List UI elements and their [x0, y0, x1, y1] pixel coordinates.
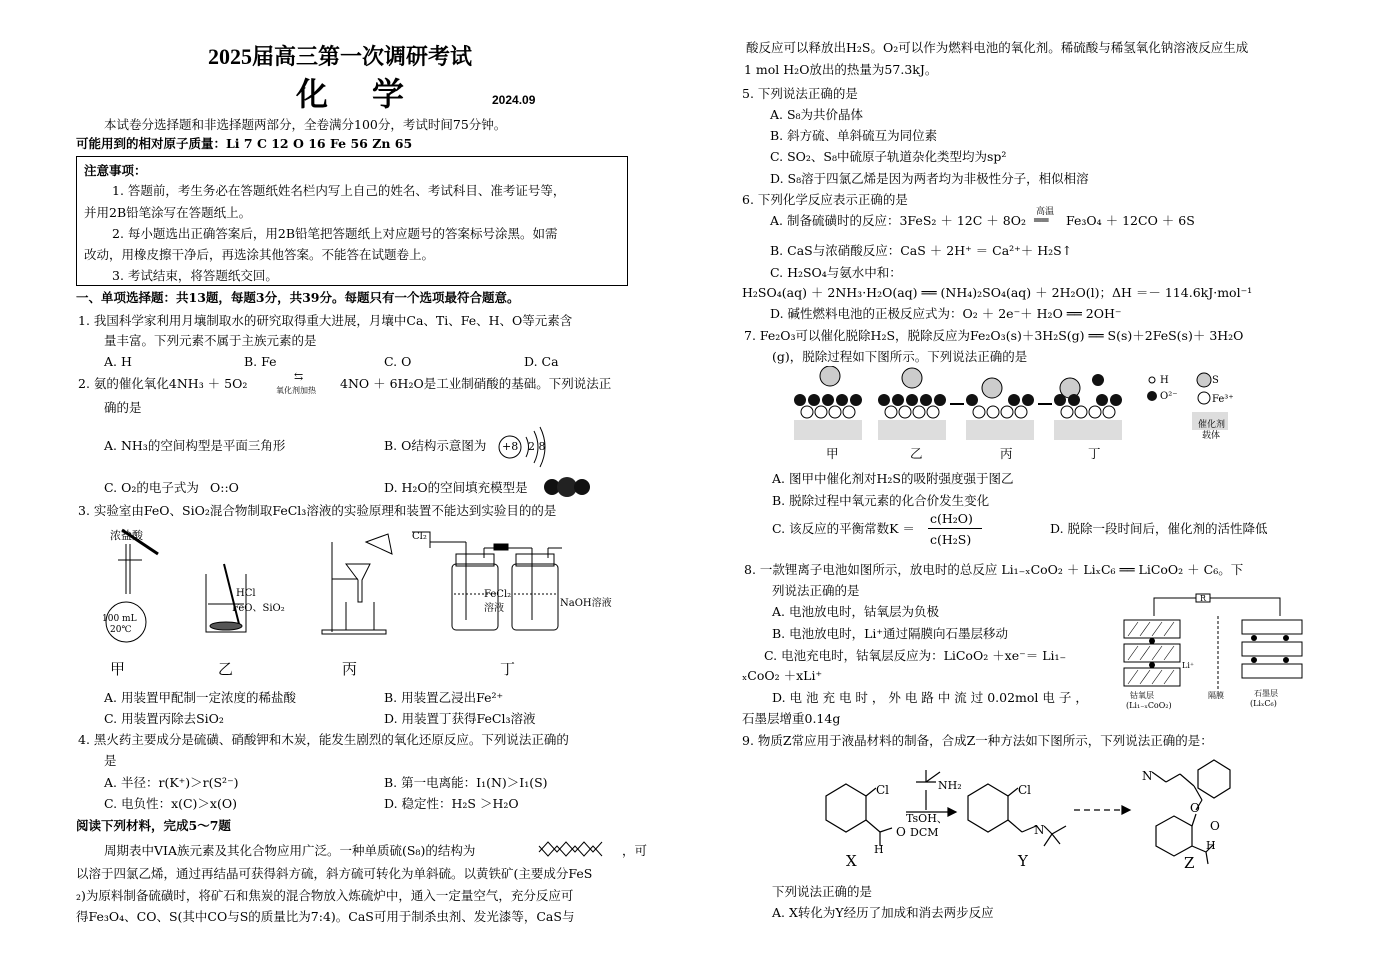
q8-label-cobalt-formula: (Li₁₋ₓCoO₂) [1126, 701, 1172, 710]
q9-atom-h-z: H [1206, 839, 1216, 852]
q9-atom-n-z: N [1142, 769, 1153, 783]
q9-option-a: A. X转化为Y经历了加成和消去两步反应 [772, 905, 994, 920]
q6-option-a-products: Fe₃O₄ ＋ 12CO ＋ 6S [1066, 213, 1195, 228]
q8-option-a: A. 电池放电时，钴氧层为负极 [772, 604, 939, 619]
q7-panel-bing [966, 378, 1034, 440]
q9-label-z: Z [1184, 854, 1195, 872]
q7-stem-a: 7. Fe₂O₃可以催化脱除H₂S，脱除反应为Fe₂O₃(s)＋3H₂S(g) ══ S(s)＋2FeS(s)＋ 3H₂O [744, 328, 1244, 343]
q8-stem-a: 8. 一款锂离子电池如图所示，放电时的总反应 Li₁₋ₓCoO₂ ＋ LiₓC₆ ══ LiCoO₂ ＋ C₆。下 [744, 562, 1244, 577]
q9-atom-o-z-ether: O [1190, 801, 1200, 815]
q2-arrow: ⇆ [294, 370, 304, 383]
q4-stem-a: 4. 黑火药主要成分是硫磺、硝酸钾和木炭，能发生剧烈的氧化还原反应。下列说法正确的 [78, 732, 569, 747]
s8-ring-structure [536, 838, 606, 864]
q8-battery-figure [1116, 590, 1312, 704]
q9-stem-b: 下列说法正确的是 [772, 884, 873, 899]
q3-option-c: C. 用装置丙除去SiO₂ [104, 711, 224, 726]
q5-option-a: A. S₈为共价晶体 [770, 107, 864, 122]
q6-option-d: D. 碱性燃料电池的正极反应式为：O₂ ＋ 2e⁻＋ H₂O ══ 2OH⁻ [770, 306, 1122, 321]
q2-stem-b: 4NO ＋ 6H₂O是工业制硝酸的基础。下列说法正 [340, 376, 612, 391]
exam-date: 2024.09 [492, 93, 536, 107]
q9-atom-cl-y: Cl [1018, 783, 1032, 797]
q7-fraction-bar [928, 528, 982, 529]
reading-line-6: 1 mol H₂O放出的热量为57.3kJ。 [744, 62, 938, 77]
q6-option-b: B. CaS与浓硝酸反应：CaS ＋ 2H⁺ ＝ Ca²⁺＋ H₂S↑ [770, 243, 1073, 258]
q7-option-c: C. 该反应的平衡常数K ＝ [772, 521, 915, 536]
q5-option-c: C. SO₂、S₈中硫原子轨道杂化类型均为sp² [770, 149, 1007, 164]
q4-stem-b: 是 [104, 753, 117, 768]
q2-condition: 氧化剂加热 [276, 386, 316, 395]
q7-legend-catalyst: 催化剂 [1198, 420, 1226, 430]
o2-electron-formula: O::O [210, 480, 239, 495]
reading-line-5: 酸反应可以释放出H₂S。O₂可以作为燃料电池的氧化剂。稀硫酸与稀氢氧化钠溶液反应生成 [746, 40, 1249, 55]
water-space-filling-model [542, 476, 592, 498]
q3-option-b: B. 用装置乙浸出Fe²⁺ [384, 690, 504, 705]
q9-atom-cl-x: Cl [876, 783, 890, 797]
q9-stem: 9. 物质Z常应用于液晶材料的制备，合成Z一种方法如下图所示，下列说法正确的是： [742, 733, 1213, 748]
q7-name-bing: 丙 [1000, 446, 1013, 461]
q7-legend-carrier: 载体 [1202, 431, 1221, 441]
q1-option-d: D. Ca [524, 354, 559, 369]
q7-legend-fe: Fe³⁺ [1212, 394, 1234, 405]
reading-line-1b: ，可 [622, 843, 648, 858]
q2-option-d: D. H₂O的空间填充模型是 [384, 480, 528, 495]
q9-atom-o-z: O [1210, 819, 1220, 833]
q6-option-c: C. H₂SO₄与氨水中和： [770, 265, 902, 280]
q2-option-c: C. O₂的电子式为 [104, 480, 199, 495]
q3-label-temp: 20℃ [110, 625, 132, 635]
q7-k-numerator: c(H₂O) [930, 511, 973, 526]
notice-title: 注意事项： [84, 163, 147, 178]
q8-label-graphite-formula: (LiₓC₆) [1250, 699, 1277, 708]
q9-reagent-tsoh: TsOH、 [906, 812, 948, 825]
q4-option-d: D. 稳定性：H₂S ＞H₂O [384, 796, 519, 811]
q7-name-yi: 乙 [910, 446, 923, 461]
q8-label-cobalt: 钴氧层 [1130, 691, 1154, 700]
q6-condition: 高温 [1036, 207, 1055, 217]
q7-option-d: D. 脱除一段时间后，催化剂的活性降低 [1050, 521, 1268, 536]
q3-label-fecl2: FeCl₂ [484, 589, 512, 600]
q4-option-a: A. 半径：r(K⁺)＞r(S²⁻) [104, 775, 239, 790]
reading-line-3: ₂)为原料制备硫磺时，将矿石和焦炭的混合物放入炼硫炉中，通入一定量空气，充分反应可 [76, 888, 574, 903]
q6-equals-sign: ══ [1034, 213, 1049, 227]
section-1-heading: 一、单项选择题：共13题，每题3分，共39分。每题只有一个选项最符合题意。 [76, 290, 520, 305]
q8-option-c-line2: ₓCoO₂ ＋xLi⁺ [742, 668, 823, 683]
q8-label-li: Li⁺ [1182, 661, 1195, 670]
atomic-masses: 可能用到的相对原子质量：Li 7 C 12 O 16 Fe 56 Zn 65 [76, 136, 413, 151]
q3-option-d: D. 用装置丁获得FeCl₃溶液 [384, 711, 536, 726]
q8-option-d-line1: D. 电 池 充 电 时 ， 外 电 路 中 流 过 0.02mol 电 子 ， [772, 690, 1088, 705]
q5-option-d: D. S₈溶于四氯乙烯是因为两者均为非极性分子，相似相溶 [770, 171, 1089, 186]
q1-option-b: B. Fe [244, 354, 277, 369]
notice-box [76, 156, 628, 286]
oxygen-shell-label: 2 8 [528, 440, 546, 453]
q3-label-feo-sio2: FeO、SiO₂ [232, 603, 285, 614]
q7-k-denominator: c(H₂S) [930, 532, 972, 547]
notice-item-2a: 2. 每小题选出正确答案后，用2B铅笔把答题纸上对应题号的答案标号涂黑。如需 [112, 226, 558, 241]
q9-atom-nh2: NH₂ [938, 779, 962, 792]
reading-line-4: 得Fe₃O₄、CO、S(其中CO与S的质量比为7:4)。CaS可用于制杀虫剂、发光漆等，CaS与 [76, 909, 575, 924]
q9-atom-n-y: N [1034, 823, 1045, 837]
q3-label-conc-hcl: 浓盐酸 [110, 529, 143, 542]
q7-legend-s: S [1212, 375, 1219, 386]
q4-option-c: C. 电负性：x(C)＞x(O) [104, 796, 237, 811]
q8-label-r: R [1200, 594, 1207, 603]
q5-option-b: B. 斜方硫、单斜硫互为同位素 [770, 128, 938, 143]
q6-option-a: A. 制备硫磺时的反应：3FeS₂ ＋ 12C ＋ 8O₂ [770, 213, 1026, 228]
q7-catalyst-figure [794, 366, 1244, 444]
q9-atom-o-x: O [896, 825, 906, 839]
q3-name-ding: 丁 [500, 660, 516, 678]
reading-line-1a: 周期表中VIA族元素及其化合物应用广泛。一种单质硫(S₈)的结构为 [104, 843, 476, 858]
q7-legend-o: O²⁻ [1160, 391, 1178, 402]
right-column [690, 0, 1375, 971]
q9-label-y: Y [1018, 852, 1028, 870]
q3-label-naoh: NaOH溶液 [560, 598, 612, 609]
q8-option-d-line2: 石墨层增重0.14g [742, 711, 841, 726]
q4-option-b: B. 第一电离能：I₁(N)＞I₁(S) [384, 775, 548, 790]
q7-legend-h: H [1160, 375, 1169, 386]
q7-panel-yi [878, 368, 946, 440]
q1-option-a: A. H [104, 354, 132, 369]
q3-stem: 3. 实验室由FeO、SiO₂混合物制取FeCl₃溶液的实验原理和装置不能达到实验目的的是 [78, 503, 557, 518]
q1-option-c: C. O [384, 354, 412, 369]
q9-label-x: X [846, 852, 857, 870]
notice-item-1b: 并用2B铅笔涂写在答题纸上。 [84, 205, 252, 220]
q8-stem-b: 列说法正确的是 [772, 583, 860, 598]
q9-atom-h-x: H [874, 843, 884, 856]
q7-panel-jia [794, 366, 862, 440]
q6-option-c-equation: H₂SO₄(aq) ＋ 2NH₃·H₂O(aq) ══ (NH₄)₂SO₄(aq) ＋ 2H₂O(l)；ΔH ＝－ 114.6kJ·mol⁻¹ [742, 285, 1253, 300]
q3-name-yi: 乙 [218, 660, 234, 678]
notice-item-3: 3. 考试结束，将答题纸交回。 [112, 268, 278, 283]
q9-reagent-dcm: DCM [910, 826, 939, 839]
q7-name-jia: 甲 [826, 446, 839, 461]
q7-option-b: B. 脱除过程中氧元素的化合价发生变化 [772, 493, 990, 508]
q8-option-b: B. 电池放电时，Li⁺通过隔膜向石墨层移动 [772, 626, 1009, 641]
q2-option-b: B. O结构示意图为 [384, 438, 487, 453]
q7-panel-ding [1054, 374, 1122, 440]
q3-name-bing: 丙 [342, 660, 358, 678]
q7-stem-b: (g)，脱除过程如下图所示。下列说法正确的是 [772, 349, 1028, 364]
q3-apparatus-figure [96, 524, 644, 646]
q7-name-ding: 丁 [1088, 446, 1101, 461]
q5-stem: 5. 下列说法正确的是 [742, 86, 858, 101]
q1-stem-b: 量丰富。下列元素不属于主族元素的是 [104, 333, 317, 348]
q2-stem-a: 2. 氨的催化氧化4NH₃ ＋ 5O₂ [78, 376, 248, 391]
q7-option-a: A. 图甲中催化剂对H₂S的吸附强度强于图乙 [772, 471, 1014, 486]
q3-label-hcl: HCl [236, 588, 256, 599]
q2-option-a: A. NH₃的空间构型是平面三角形 [104, 438, 286, 453]
q3-label-solution: 溶液 [484, 603, 504, 614]
q8-option-c-line1: C. 电池充电时，钴氧层反应为：LiCoO₂ ＋xe⁻＝ Li₁₋ [764, 648, 1067, 663]
q3-label-volume: 100 mL [102, 614, 137, 624]
q8-label-separator: 隔膜 [1208, 691, 1224, 700]
exam-title: 2025届高三第一次调研考试 [208, 44, 473, 69]
q2-stem-c: 确的是 [104, 400, 142, 415]
reading-heading: 阅读下列材料，完成5～7题 [76, 818, 231, 833]
q3-label-cl2: Cl₂ [412, 531, 427, 542]
subject-title: 化 学 [296, 76, 423, 112]
q1-stem-a: 1. 我国科学家利用月壤制取水的研究取得重大进展，月壤中Ca、Ti、Fe、H、O等元素含 [78, 313, 573, 328]
q3-option-a: A. 用装置甲配制一定浓度的稀盐酸 [104, 690, 296, 705]
q3-name-jia: 甲 [110, 660, 126, 678]
notice-item-1a: 1. 答题前，考生务必在答题纸姓名栏内写上自己的姓名、考试科目、准考证号等， [112, 183, 566, 198]
oxygen-nucleus-label: +8 [502, 440, 519, 453]
intro-text: 本试卷分选择题和非选择题两部分，全卷满分100分，考试时间75分钟。 [104, 117, 507, 132]
notice-item-2b: 改动，用橡皮擦干净后，再选涂其他答案。不能答在试题卷上。 [84, 247, 435, 262]
q6-stem: 6. 下列化学反应表示正确的是 [742, 192, 908, 207]
q8-label-graphite: 石墨层 [1254, 689, 1278, 698]
reading-line-2: 以溶于四氯乙烯，通过再结晶可获得斜方硫，斜方硫可转化为单斜硫。以黄铁矿(主要成分FeS [76, 866, 593, 881]
